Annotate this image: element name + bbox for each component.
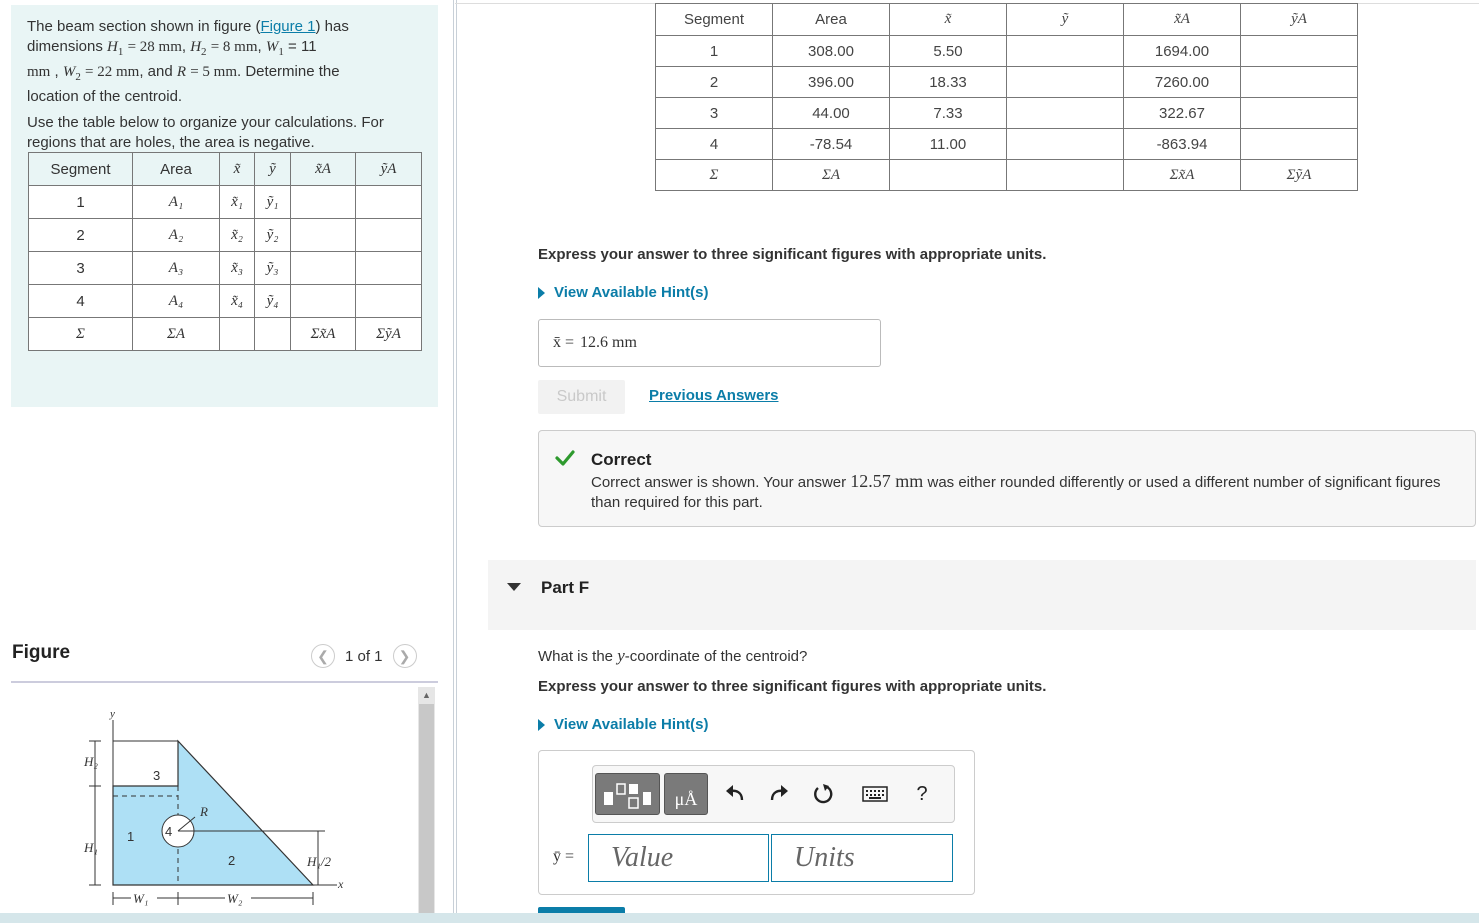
- beam-section-figure: [75, 700, 375, 912]
- col-header: Area: [133, 153, 220, 186]
- table-sum-row: Σ ΣA Σx̃A ΣỹA: [29, 318, 422, 351]
- template-glyph: [596, 774, 661, 816]
- chevron-right-icon[interactable]: ❯: [393, 644, 417, 668]
- undo-glyph: [724, 784, 746, 804]
- part-f-question: What is the y-coordinate of the centroid?: [538, 646, 808, 665]
- table-row: 1 A₁ x̃₁ ỹ₁: [29, 186, 422, 219]
- label-seg3: 3: [153, 768, 161, 783]
- figure-title: Figure: [12, 642, 71, 663]
- feedback-title: Correct: [591, 450, 652, 469]
- col-header: Segment: [656, 4, 773, 36]
- previous-answers-link[interactable]: Previous Answers: [649, 387, 779, 404]
- problem-statement: The beam section shown in figure (Figure 1) has dimensions $H_1 = 28$ mm, $H_2 = 8$ mm, $W_1 = 11$ mm , $W_2 = 22$ mm, and R = 5 mm. Determine the location of the centroid.: [27, 18, 349, 105]
- y-axis-label: y: [110, 708, 115, 720]
- redo-glyph: [768, 784, 790, 804]
- col-header: ỹA: [1241, 4, 1358, 36]
- view-hints-link[interactable]: [538, 284, 709, 301]
- template-icon[interactable]: [595, 773, 660, 815]
- part-f-header[interactable]: [488, 560, 1476, 630]
- label-R: R: [200, 804, 208, 819]
- answer-display: [538, 319, 881, 367]
- help-icon[interactable]: ?: [916, 782, 928, 805]
- answer-label: x̄ =: [553, 334, 575, 351]
- table-row: 4 A₄ x̃₄ ỹ₄: [29, 285, 422, 318]
- check-icon: [555, 449, 575, 467]
- col-header: x̃A: [291, 153, 356, 186]
- units-button[interactable]: μÅ: [664, 773, 708, 815]
- label-W1: W₁: [133, 891, 149, 906]
- scroll-thumb[interactable]: [419, 704, 434, 913]
- label-H1-half: H₁/2: [307, 854, 332, 869]
- problem-panel: [11, 5, 438, 407]
- table-intro: Use the table below to organize your calculations. For regions that are holes, the area is negative.: [27, 114, 384, 151]
- units-input[interactable]: Units: [771, 834, 953, 882]
- bottom-bar: [0, 913, 1479, 923]
- reset-icon[interactable]: [807, 773, 839, 815]
- col-header: ỹ: [255, 153, 291, 186]
- equation-toolbar: [592, 765, 955, 823]
- reset-glyph: [812, 783, 834, 805]
- feedback-message: Correct answer is shown. Your answer 12.57 mm was either rounded differently or used a different number of significant figures than required for this part.: [591, 471, 1441, 511]
- beam-shape: [113, 741, 313, 885]
- view-hints-link[interactable]: [538, 716, 709, 733]
- table-row: 2 396.00 18.33 7260.00: [656, 67, 1358, 98]
- col-header: ỹ: [1007, 4, 1124, 36]
- col-header: x̃A: [1124, 4, 1241, 36]
- keyboard-icon[interactable]: [855, 773, 895, 815]
- table-row: 3 44.00 7.33 322.67: [656, 98, 1358, 129]
- col-header: x̃: [890, 4, 1007, 36]
- table-row: 2 A₂ x̃₂ ỹ₂: [29, 219, 422, 252]
- feedback-panel: [538, 430, 1476, 527]
- table-header-row: [656, 4, 1358, 36]
- value-input[interactable]: Value: [588, 834, 769, 882]
- submit-button[interactable]: Submit: [538, 380, 625, 414]
- answer-label: ȳ =: [553, 848, 575, 865]
- col-header: Segment: [29, 153, 133, 186]
- label-H1: H₁: [84, 840, 98, 855]
- table-row: 4 -78.54 11.00 -863.94: [656, 129, 1358, 160]
- hint-link-label: View Available Hint(s): [554, 284, 709, 301]
- pager-text: 1 of 1: [345, 647, 383, 665]
- answer-input-widget: [538, 750, 975, 895]
- undo-icon[interactable]: [719, 773, 751, 815]
- table-header-row: [29, 153, 422, 186]
- chevron-left-icon[interactable]: ❮: [311, 644, 335, 668]
- table-row: 3 A₃ x̃₃ ỹ₃: [29, 252, 422, 285]
- label-seg1: 1: [127, 829, 135, 844]
- table-sum-row: Σ ΣA Σx̃A ΣỹA: [656, 160, 1358, 191]
- figure-scrollbar[interactable]: [418, 687, 435, 913]
- table-row: 1 308.00 5.50 1694.00: [656, 36, 1358, 67]
- result-table: [655, 3, 1358, 191]
- figure-link[interactable]: Figure 1: [260, 18, 316, 35]
- keyboard-glyph: [862, 786, 888, 802]
- figure-pager: [311, 643, 417, 669]
- col-header: x̃: [220, 153, 255, 186]
- answer-instruction: Express your answer to three significant figures with appropriate units.: [538, 678, 1047, 695]
- label-seg4: 4: [165, 824, 173, 839]
- redo-icon[interactable]: [763, 773, 795, 815]
- col-header: Area: [773, 4, 890, 36]
- hint-link-label: View Available Hint(s): [554, 716, 709, 733]
- label-H2: H₂: [84, 754, 98, 769]
- x-axis-label: x: [338, 877, 344, 891]
- triangle-right-icon: [538, 719, 545, 731]
- answer-instruction: Express your answer to three significant figures with appropriate units.: [538, 246, 1047, 263]
- triangle-down-icon: [507, 583, 521, 591]
- col-header: ỹA: [356, 153, 422, 186]
- calc-template-table: [28, 152, 422, 351]
- column-divider: [453, 0, 454, 923]
- figure-divider: [11, 681, 438, 683]
- label-W2: W₂: [227, 891, 243, 906]
- column-divider: [456, 0, 457, 923]
- part-f-label: Part F: [541, 578, 590, 597]
- label-seg2: 2: [228, 853, 236, 868]
- scroll-up-arrow-icon[interactable]: ▲: [422, 690, 431, 700]
- answer-value: 12.6 mm: [580, 334, 637, 351]
- triangle-right-icon: [538, 287, 545, 299]
